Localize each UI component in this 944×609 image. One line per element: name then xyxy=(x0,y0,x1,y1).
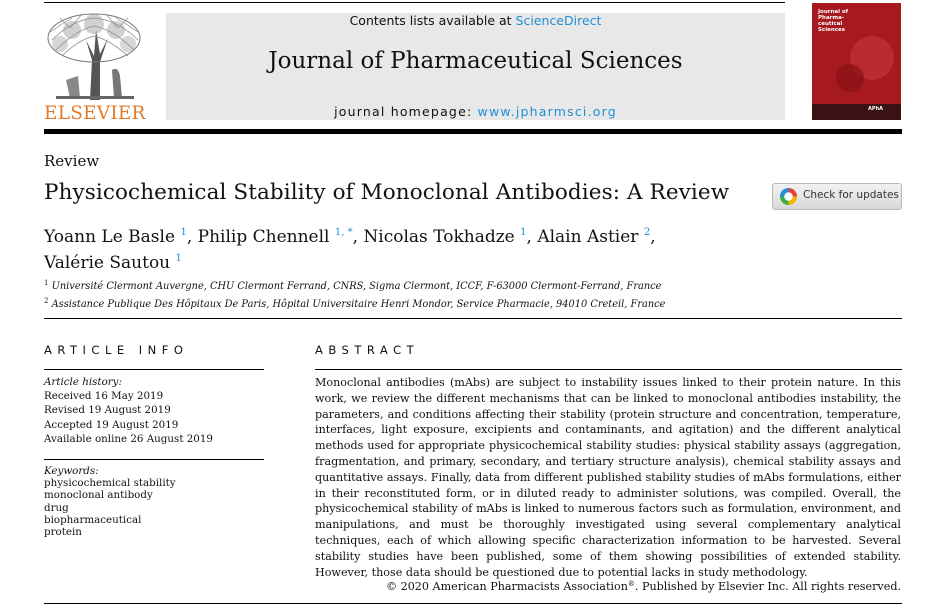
affiliation-text: Université Clermont Auvergne, CHU Clermont Ferrand, CNRS, Sigma Clermont, ICCF, F-63000 Clermont-Ferrand, France xyxy=(51,281,662,292)
journal-cover[interactable] xyxy=(812,3,901,120)
header-rule xyxy=(44,129,902,134)
article-info-heading: ARTICLE INFO xyxy=(44,343,189,357)
keywords-label: Keywords: xyxy=(44,465,99,477)
article-title: Physicochemical Stability of Monoclonal Antibodies: A Review xyxy=(44,180,730,205)
keyword[interactable]: physicochemical stability xyxy=(44,477,176,490)
author-name[interactable]: Yoann Le Basle xyxy=(44,227,176,247)
journal-banner xyxy=(166,13,785,120)
author-affil-ref[interactable]: 2 xyxy=(643,227,651,238)
cover-band xyxy=(812,104,901,120)
article-info-rule xyxy=(44,369,264,370)
affiliation-text: Assistance Publique Des Hôpitaux De Paris, Hôpital Universitaire Henri Mondor, Service Pharmacie, 94010 Creteil, France xyxy=(51,299,666,310)
history-label: Article history: xyxy=(44,376,122,388)
crossmark-icon xyxy=(779,187,798,206)
copyright-owner: © 2020 American Pharmacists Association xyxy=(385,580,628,593)
affiliation-number: 2 xyxy=(44,297,49,305)
abstract-text: Monoclonal antibodies (mAbs) are subject to instability issues linked to their protein nature. In this work, we review the different mechanisms that can be linked to monoclonal antibodies instability, the parameters, and conditions affecting their stability (protein structure and concentration, temperature, interfaces, light exposure, excipients and contaminants, and agitation) and the different analytical methods used for appropriate physicochemical stability studies: physical stability assays (aggregation, fragmentation, and primary, secondary, and tertiary structure analysis), chemical stability assays and quantitative assays. Finally, data from different published stability studies of mAbs formulations, either in their reconstituted form, or in diluted ready to administer solutions, was compiled. Overall, the physicochemical stability of mAbs is linked to numerous factors such as formulation, environment, and manipulations, and must be thoroughly investigated using several complementary analytical techniques, each of which allowing specific characterization information to be harvested. Several stability studies have been published, some of them showing possibilities of extended stability. However, those data should be questioned due to potential lacks in study methodology. xyxy=(315,376,901,579)
abstract-heading: ABSTRACT xyxy=(315,343,420,357)
elsevier-tree-icon xyxy=(42,10,146,102)
publisher-name: ELSEVIER xyxy=(44,103,146,124)
history-item: Received 16 May 2019 xyxy=(44,390,164,403)
affiliations xyxy=(44,276,665,312)
author-affil-ref[interactable]: 1 xyxy=(180,227,187,238)
author-name[interactable]: Nicolas Tokhadze xyxy=(363,227,515,247)
section-rule xyxy=(44,318,902,319)
journal-title: Journal of Pharmaceutical Sciences xyxy=(268,48,683,74)
article-history xyxy=(44,375,213,446)
cover-title: Journal of Pharma- ceutical Sciences xyxy=(818,9,849,33)
contents-prefix: Contents lists available at xyxy=(349,13,516,28)
registered-mark: ® xyxy=(627,580,635,588)
keyword[interactable]: biopharmaceutical xyxy=(44,513,142,526)
check-for-updates-label: Check for updates xyxy=(803,189,899,201)
top-rule xyxy=(44,2,785,3)
author-affil-ref[interactable]: 1, * xyxy=(334,227,353,238)
cover-art-icon xyxy=(812,3,901,120)
elsevier-logo[interactable] xyxy=(42,10,146,122)
copyright-line xyxy=(315,580,901,593)
keyword[interactable]: protein xyxy=(44,526,82,539)
bottom-rule xyxy=(44,603,902,604)
cover-badge: APhA xyxy=(868,106,883,112)
check-for-updates-button[interactable] xyxy=(772,183,902,210)
author-affil-ref[interactable]: 1 xyxy=(175,253,182,264)
copyright-publisher: . Published by Elsevier Inc. All rights reserved. xyxy=(634,580,901,593)
author-name[interactable]: Alain Astier xyxy=(537,227,639,247)
history-item: Revised 19 August 2019 xyxy=(44,404,171,417)
affiliation xyxy=(44,294,665,312)
homepage-prefix: journal homepage: xyxy=(334,104,478,119)
author-list: Yoann Le Basle $^1$, Philip Chennell $^{1, *}$, Nicolas Tokhadze $^1$, Alain Astier $^2$, Valérie Sautou $^1$ xyxy=(44,227,656,273)
affiliation-number: 1 xyxy=(44,279,49,287)
homepage-link[interactable]: www.jpharmsci.org xyxy=(477,104,617,119)
keywords xyxy=(44,465,176,538)
keyword[interactable]: drug xyxy=(44,501,69,514)
history-item: Accepted 19 August 2019 xyxy=(44,418,179,431)
keywords-rule xyxy=(44,459,264,460)
history-item: Available online 26 August 2019 xyxy=(44,432,213,445)
homepage-line xyxy=(166,104,785,119)
keyword[interactable]: monoclonal antibody xyxy=(44,489,153,502)
author-name[interactable]: Philip Chennell xyxy=(197,227,330,247)
sciencedirect-link[interactable]: ScienceDirect xyxy=(515,13,602,28)
affiliation xyxy=(44,276,665,294)
abstract-rule xyxy=(315,369,902,370)
author-affil-ref[interactable]: 1 xyxy=(520,227,527,238)
article-type: Review xyxy=(44,152,100,170)
author-name[interactable]: Valérie Sautou xyxy=(44,253,171,273)
contents-line xyxy=(166,13,785,28)
